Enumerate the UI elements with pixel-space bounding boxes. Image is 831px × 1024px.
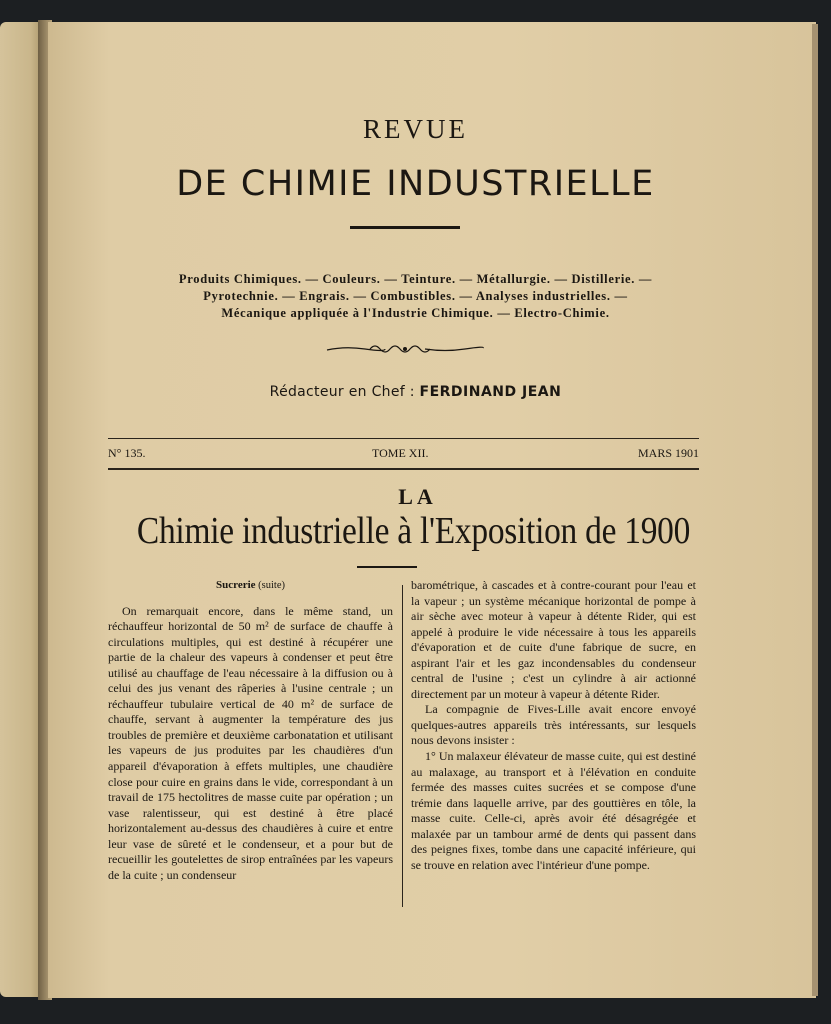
journal-revue: REVUE [363, 114, 468, 144]
paragraph: 1° Un malaxeur élévateur de masse cuite, qui est destiné au malaxage, au transport et à l'élévation en conduite fermée des masses cuites sucrées et se compose d'une trémie dans laquelle arrive, par des gouttières en tôle, la masse cuite. Celle-ci, après avoir été désagrégée et malaxée par un tambour armé de dents qui passent dans des peignes fixes, tombe dans une capacité inférieure, qui se trouve en relation avec l'intérieur d'une pompe. [411, 749, 696, 872]
journal-title: DE CHIMIE INDUSTRIELLE [176, 164, 655, 204]
section-title: Sucrerie [216, 579, 256, 591]
issue-number: N° 135. [108, 446, 146, 460]
editor-label: Rédacteur en Chef : [269, 384, 415, 400]
article-title: Chimie industrielle à l'Exposition de 1900 [136, 510, 691, 552]
subjects-line-2: Pyrotechnie. — Engrais. — Combustibles. — Analyses industrielles. — [203, 289, 628, 303]
issue-date: MARS 1901 [637, 446, 699, 460]
title-rule [350, 226, 460, 229]
article-column-2 [411, 578, 696, 873]
paragraph: La compagnie de Fives-Lille avait encore envoyé quelques-autres appareils très intéressants, sur lesquels nous devons insister : [411, 702, 696, 748]
issue-tome: TOME XII. [372, 446, 429, 460]
article-title-rule [357, 566, 417, 568]
paragraph: On remarquait encore, dans le même stand, un réchauffeur horizontal de 50 m² de surface de chauffe à circulations multiples, qui est destiné à récupérer une partie de la chaleur des vapeurs à condenser et peut être utilisé au chauffage de l'eau nécessaire à la diffusion ou à celui des jus venant des râperies à l'usine centrale ; un réchauffeur tubulaire vertical de 40 m² de surface de chauffe, servant à augmenter la température des jus troubles de première et deuxième carbonatation et utilisant les vapeurs de jus produites par les chaudières d'un appareil d'évaporation à effets multiples, une chaudière close pour cuire en grains dans le vide, correspondant à un travail de 175 hectolitres de masse cuite par opération ; un vase ralentisseur, qui est destiné à être placé horizontalement au-dessus des chaudières à cuire et entre leur vase de sûreté et le condenseur, et a pour but de recueillir les goutelettes de sirop entraînées par les vapeurs de la cuite ; un condenseur [108, 603, 393, 882]
editor-line [0, 384, 831, 400]
article-column-1 [108, 578, 393, 883]
editor-name: FERDINAND JEAN [419, 384, 562, 400]
section-heading [108, 578, 393, 594]
column-divider [402, 585, 403, 907]
header-rule-bottom [108, 468, 699, 470]
ornament-divider [325, 342, 485, 356]
section-note: (suite) [258, 580, 285, 591]
header-rule-top [108, 438, 699, 439]
subjects-line-3: Mécanique appliquée à l'Industrie Chimique. — Electro-Chimie. [221, 306, 610, 320]
article-pre-title: LA [398, 484, 437, 509]
paragraph: barométrique, à cascades et à contre-courant pour l'eau et la vapeur ; un système mécanique horizontal de pompe à air sèche avec moteur à vapeur à détente Rider, qui est appelé à produire le vide nécessaire à tous les appareils d'évaporation et de cuite d'une fabrique de sucre, en aspirant l'air et les gaz incondensables du condenseur central de l'usine ; c'est un cylindre à air actionné directement par un moteur à vapeur à détente Rider. [411, 578, 696, 701]
subjects-line-1: Produits Chimiques. — Couleurs. — Teinture. — Métallurgie. — Distillerie. — [178, 272, 653, 286]
